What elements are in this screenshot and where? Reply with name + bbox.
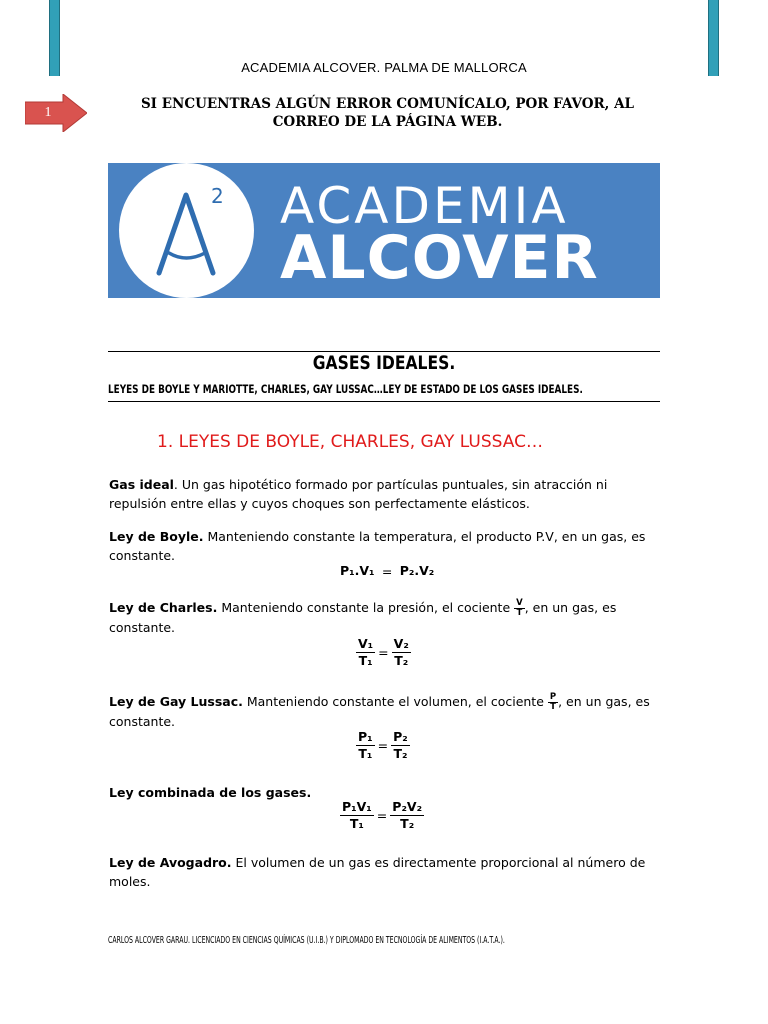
error-notice xyxy=(100,95,675,131)
notice-line-1: SI ENCUENTRAS ALGÚN ERROR COMUNÍCALO, POR FAVOR, AL xyxy=(140,96,635,112)
term-gay-lussac: Ley de Gay Lussac. xyxy=(109,694,243,709)
paragraph-gay-lussac: Ley de Gay Lussac. Manteniendo constante el volumen, el cociente $\frac{P}{T}$ , en un gas, es constante. xyxy=(109,692,650,729)
inline-fraction-p-t: $\frac{P}{T}$ xyxy=(549,692,557,712)
section-heading: 1. LEYES DE BOYLE, CHARLES, GAY LUSSAC… xyxy=(157,432,543,452)
page-number-arrow xyxy=(25,94,87,132)
equation-charles: $\frac{\text{V₁}}{\text{T₁}}$ = $\frac{\text{V₂}}{\text{T₂}}$ xyxy=(358,636,409,668)
term-avogadro: Ley de Avogadro. xyxy=(109,855,232,870)
document-title: GASES IDEALES. xyxy=(312,352,456,374)
page-footer: CARLOS ALCOVER GARAU. LICENCIADO EN CIENCIAS QUÍMICAS (U.I.B.) Y DIPLOMADO EN TECNOLOGÍA DE ALIMENTOS (I.A.T.A.). xyxy=(108,935,505,946)
term-charles: Ley de Charles. xyxy=(109,600,218,615)
page-number: 1 xyxy=(44,105,52,120)
paragraph-gas-ideal: Gas ideal. Un gas hipotético formado por partículas puntuales, sin atracción ni repulsión entre ellas y cuyos choques son perfectamente elásticos. xyxy=(109,477,608,511)
inline-fraction-v-t: $\frac{V}{T}$ xyxy=(516,598,523,618)
a-squared-icon xyxy=(119,163,254,298)
paragraph-avogadro: Ley de Avogadro. El volumen de un gas es directamente proporcional al número de moles. xyxy=(109,855,646,889)
document-subtitle: LEYES DE BOYLE Y MARIOTTE, CHARLES, GAY LUSSAC…LEY DE ESTADO DE LOS GASES IDEALES. xyxy=(108,382,583,396)
equation-boyle: P₁.V₁ = P₂.V₂ xyxy=(340,563,435,579)
notice-line-2: CORREO DE LA PÁGINA WEB. xyxy=(272,114,503,130)
academia-logo-banner xyxy=(108,163,660,298)
paragraph-boyle: Ley de Boyle. Manteniendo constante la temperatura, el producto P.V, en un gas, es constante. xyxy=(109,529,646,563)
term-combinada: Ley combinada de los gases. xyxy=(109,785,312,800)
logo-emblem xyxy=(119,163,254,298)
logo-word-academia: ACADEMIA xyxy=(280,177,569,235)
term-gas-ideal: Gas ideal xyxy=(109,477,174,492)
equation-combinada: $\frac{\text{P₁V₁}}{\text{T₁}}$ = $\frac{\text{P₂V₂}}{\text{T₂}}$ xyxy=(342,799,423,831)
term-boyle: Ley de Boyle. xyxy=(109,529,204,544)
title-rule-bottom xyxy=(108,401,660,402)
page-header: ACADEMIA ALCOVER. PALMA DE MALLORCA xyxy=(241,60,527,75)
paragraph-charles: Ley de Charles. Manteniendo constante la presión, el cociente $\frac{V}{T}$ , en un gas, es constante. xyxy=(109,598,617,635)
equation-gay-lussac: $\frac{\text{P₁}}{\text{T₁}}$ = $\frac{\text{P₂}}{\text{T₂}}$ xyxy=(358,729,408,761)
logo-word-alcover: ALCOVER xyxy=(280,223,599,293)
logo-superscript: 2 xyxy=(211,184,224,208)
